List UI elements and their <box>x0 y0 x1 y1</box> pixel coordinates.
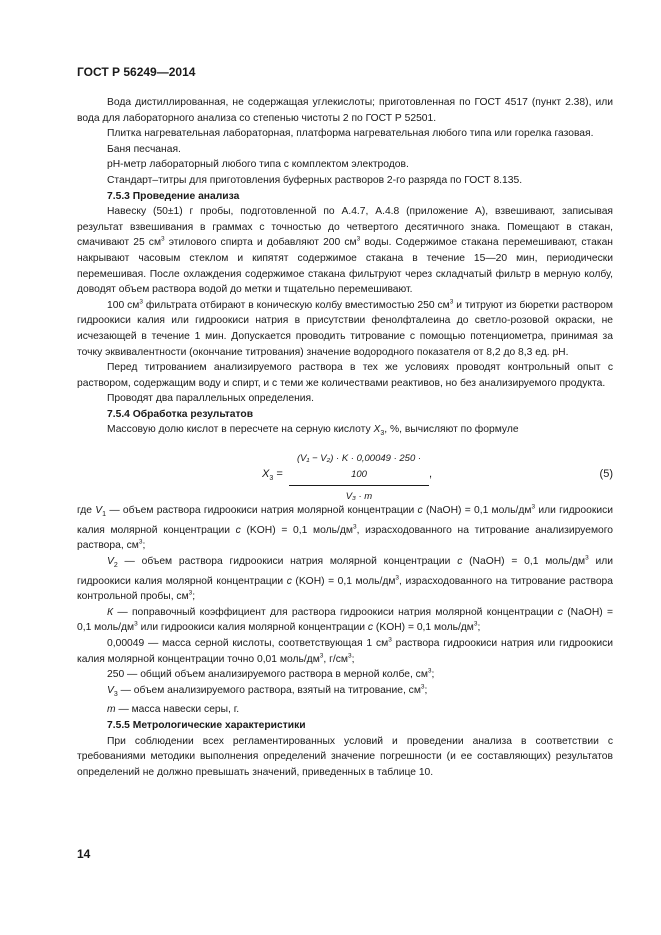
reagent-standard-titers: Стандарт–титры для приготовления буферных растворов 2-го разряда по ГОСТ 8.135. <box>107 174 523 186</box>
reagent-phmeter: pH-метр лабораторный любого типа с комплектом электродов. <box>107 159 409 171</box>
def-0-00049: 0,00049 — масса серной кислоты, соответствующая 1 $см^3$ раствора гидроокиси натрия или гидроокиси калия молярной концентрации точно 0,01 моль/$дм^3$, $г/см^3$; <box>77 636 613 665</box>
formula-lhs: $X_3$ = <box>262 468 283 483</box>
def-m: m — масса навески серы, г. <box>107 704 240 716</box>
def-v2: $V_2$ — объем раствора гидроокиси натрия молярной концентрации c (NaOH) = 0,1 моль/$дм^3$ или гидроокиси калия молярной концентрации c (KOH) = 0,1 моль/$дм^3$, израсходованного на титрование раствора контрольной пробы, $см^3$; <box>77 554 614 603</box>
formula-number: (5) <box>599 468 613 481</box>
analysis-paragraph-3: Перед титрованием анализируемого раствора в тех же условиях проводят контрольный опыт с раствором, содержащим воду и спирт, и с теми же количествами реактивов, но без анализируемого продукта. <box>77 362 613 389</box>
def-v3: $V_3$ — объем анализируемого раствора, взятый на титрование, $см^3$; <box>107 683 428 698</box>
analysis-paragraph-1: Навеску (50±1) г пробы, подготовленной по А.4.7, А.4.8 (приложение А), взвешивают, записывая результат взвешивания в граммах с точностью до четвертого десятичного знака. Помещают в стакан, смачивают 25 $см^3$ этилового спирта и добавляют 200 $см^3$ воды. Содержимое стакана перемешивают, стакан накрывают часовым стеклом и кипятят содержимое стакана в течение 15—20 мин, периодически перемешивая. После охлаждения содержимое стакана фильтруют через складчатый фильтр в мерную колбу, доводят объем раствора водой до метки и тщательно перемешивают. <box>77 206 613 296</box>
reagent-hotplate: Плитка нагревательная лабораторная, платформа нагревательная любого типа или горелка газовая. <box>107 128 594 140</box>
page-body <box>77 95 613 780</box>
section-7-5-5-title: 7.5.5 Метрологические характеристики <box>107 719 306 731</box>
formula-5: $X_3$ = (V₁ − V₂) · K · 0,00049 · 250 · 100 V₃ · m , (5) <box>77 445 613 503</box>
reagent-sandbath: Баня песчаная. <box>107 143 181 155</box>
def-250: 250 — общий объем анализируемого раствора в мерной колбе, $см^3$; <box>107 667 435 681</box>
analysis-paragraph-2: 100 $см^3$ фильтрата отбирают в коническую колбу вместимостью 250 $см^3$ и титруют из бюретки раствором гидроокиси калия или гидроокиси натрия в присутствии фенолфталеина до светло-розовой окраски, не исчезающей в течение 1 мин. Допускается проводить титрование с помощью потенциометра, принимая за точку эквивалентности (окончание титрования) значение водородного показателя от 8,2 до 8,3 ед. pH. <box>77 298 613 358</box>
formula-numerator: (V₁ − V₂) · K · 0,00049 · 250 · 100 <box>296 453 422 480</box>
section-7-5-4-title: 7.5.4 Обработка результатов <box>107 408 254 420</box>
def-k: К — поправочный коэффициент для раствора гидроокиси натрия молярной концентрации c (NaOH) = 0,1 моль/$дм^3$ или гидроокиси калия молярной концентрации c (KOH) = 0,1 моль/$дм^3$; <box>77 606 614 634</box>
page-number: 14 <box>77 847 91 861</box>
formula-denominator: V₃ · m <box>345 491 373 503</box>
formula-intro: Массовую долю кислот в пересчете на серную кислоту $X_3$, %, вычисляют по формуле <box>107 424 519 438</box>
reagent-water: Вода дистиллированная, не содержащая углекислоты; приготовленная по ГОСТ 4517 (пункт 2.38), или вода для лабораторного анализа со степенью чистоты 2 по ГОСТ Р 52501. <box>77 97 613 124</box>
document-header: ГОСТ Р 56249—2014 <box>77 65 196 79</box>
formula-fraction <box>289 451 429 505</box>
section-7-5-3-title: 7.5.3 Проведение анализа <box>107 190 240 202</box>
metrology-paragraph: При соблюдении всех регламентированных условий и проведении анализа в соответствии с требованиями методики выполнения определений значение погрешности (и ее составляющих) результатов определений не должно превышать значений, приведенных в таблице 10. <box>77 735 613 778</box>
analysis-paragraph-4: Проводят два параллельных определения. <box>107 393 314 405</box>
def-v1: где $V_1$ — объем раствора гидроокиси натрия молярной концентрации c (NaOH) = 0,1 моль/$дм^3$ или гидроокиси калия молярной концентрации c (KOH) = 0,1 моль/$дм^3$, израсходованного на титрование анализируемого раствора, $см^3$; <box>77 503 614 552</box>
